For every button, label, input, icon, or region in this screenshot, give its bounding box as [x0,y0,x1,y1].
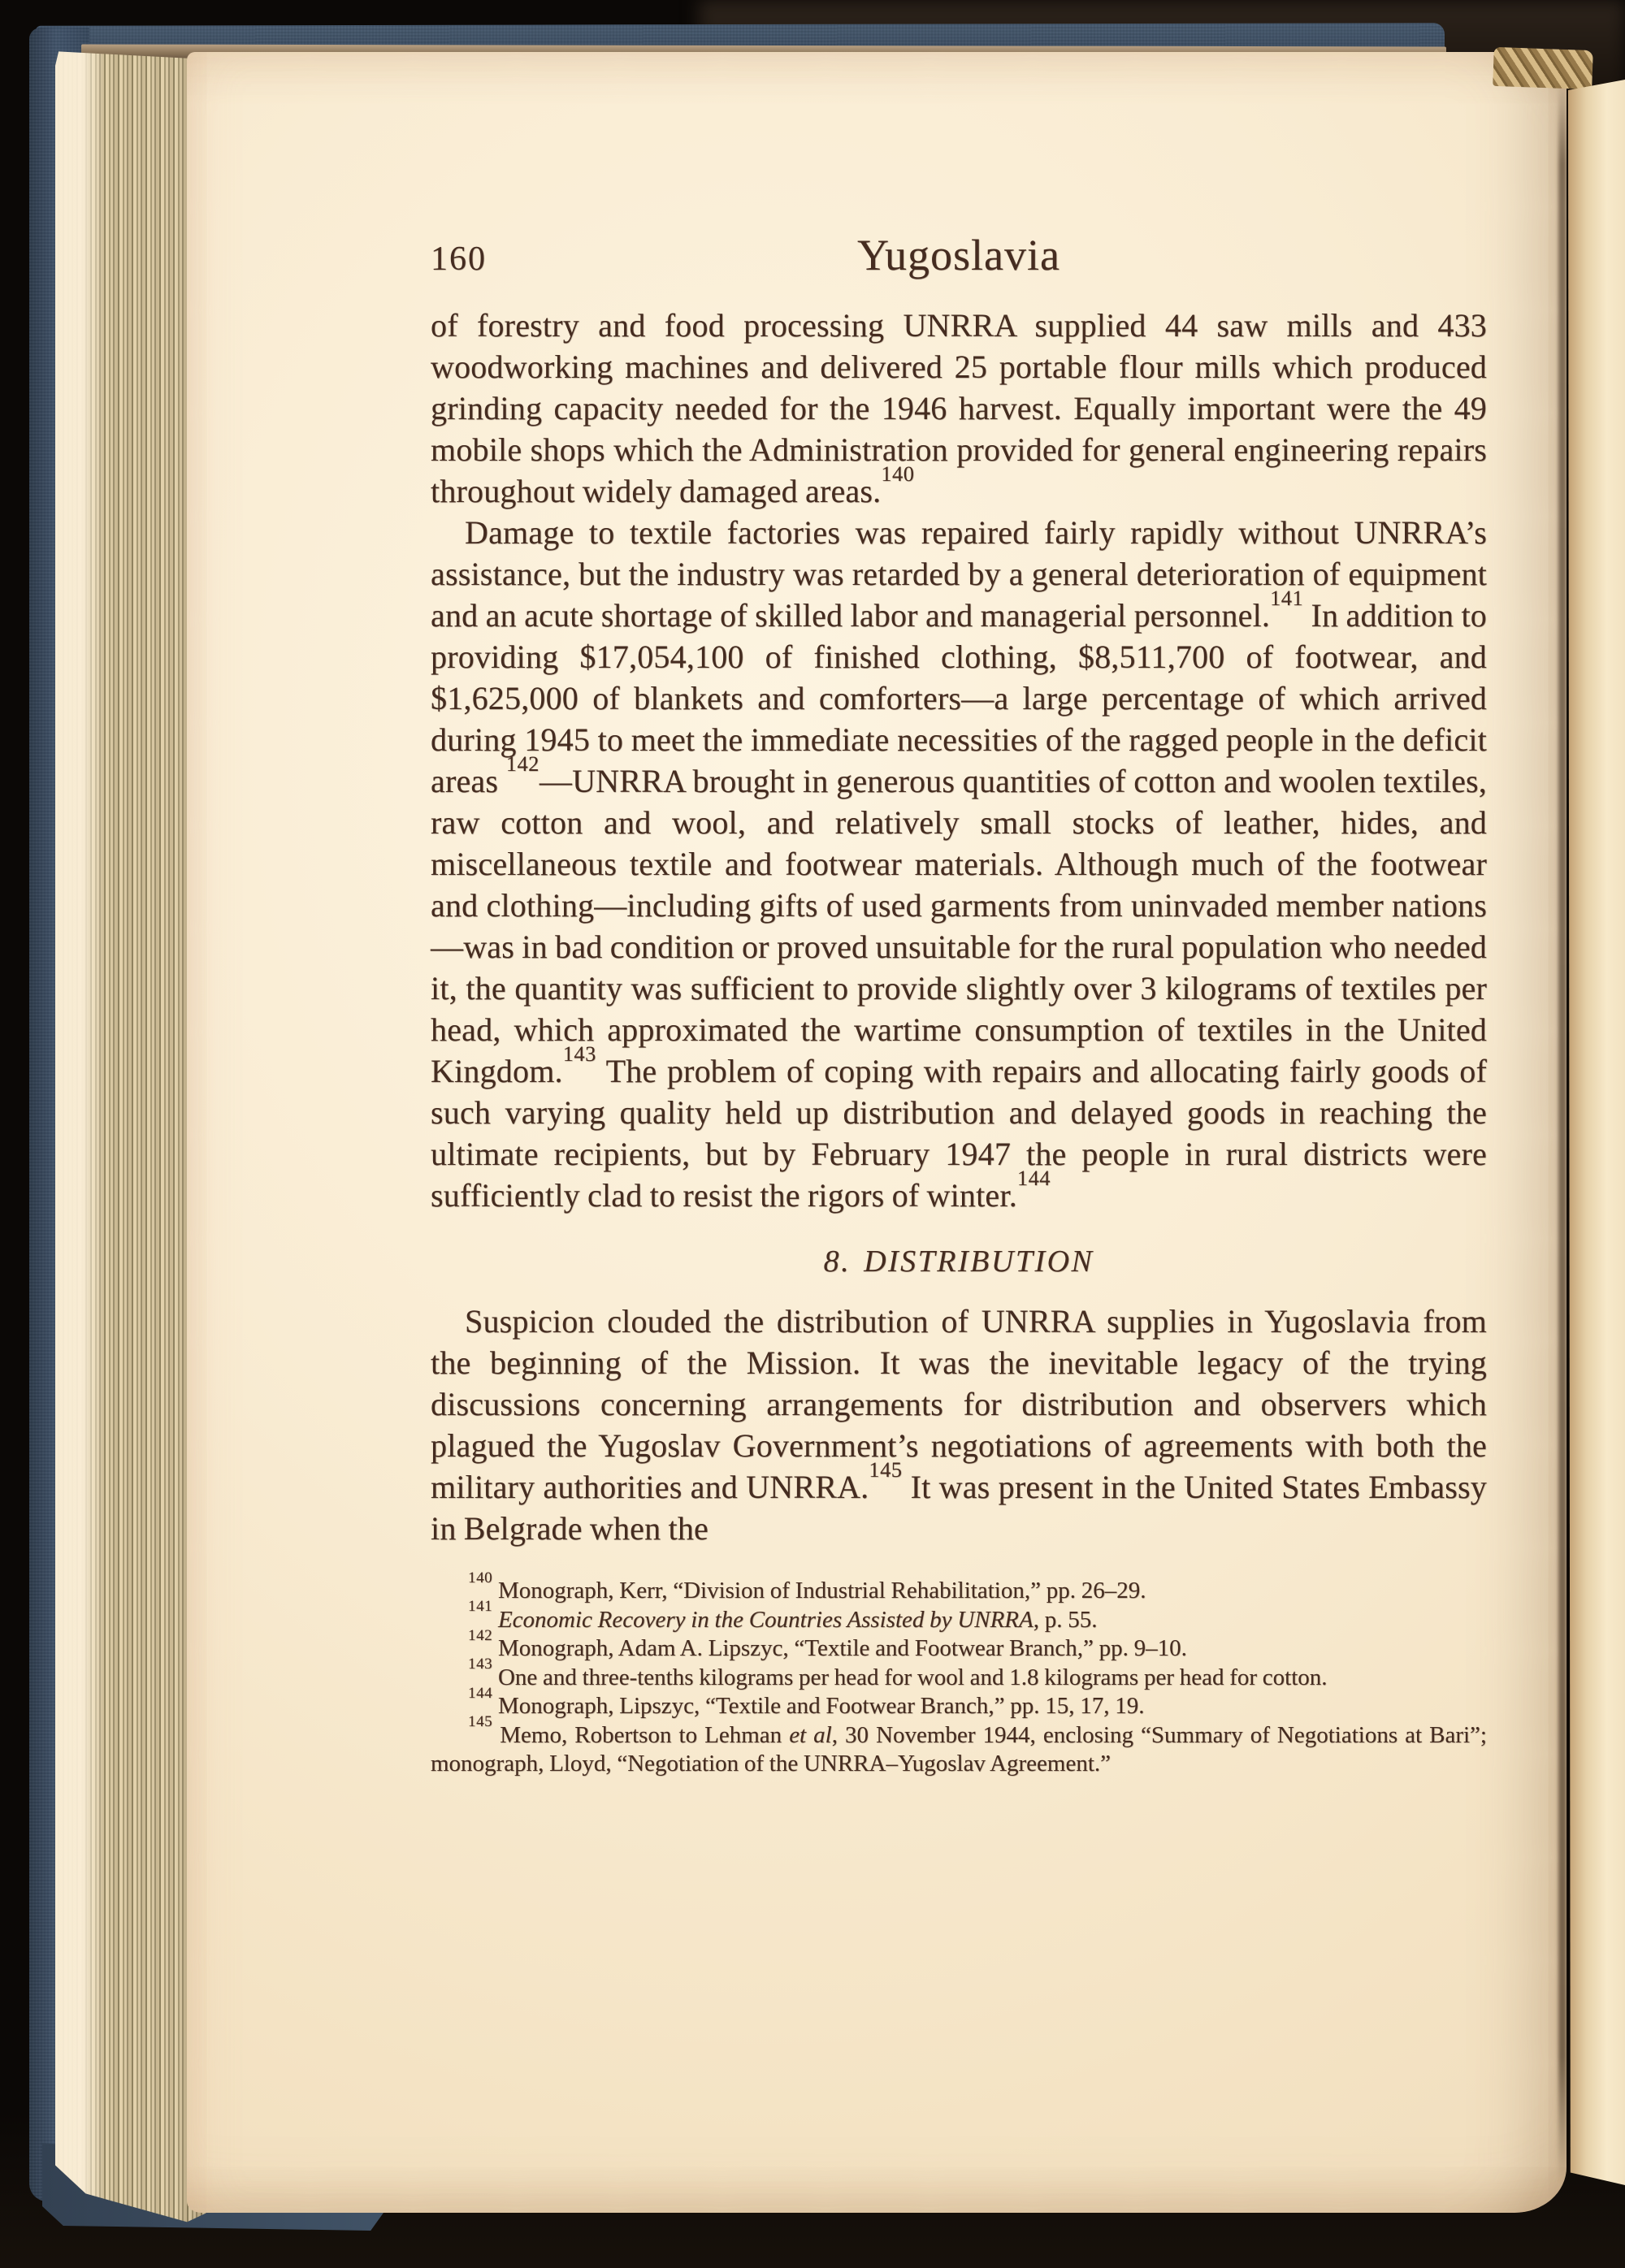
paragraph: of forestry and food processing UNRRA supplied 44 saw mills and 433 woodworking machines and delivered 25 portable flour mills which produced grinding capacity needed for the 1946 harvest. Equally important were the 49 mobile shops which the Administration provided for general engineering repairs throughout widely damaged areas.$^{140}$ [431,307,1487,509]
spine-headband [1493,47,1593,89]
gutter-shadow [1558,80,1566,2184]
page-number: 160 [431,240,487,278]
running-head: Yugoslavia [857,231,1060,279]
paragraph: Damage to textile factories was repaired fairly rapidly without UNRRA’s assistance, but the industry was retarded by a general deterioration of equipment and an acute shortage of skilled labor and managerial personnel.$^{141}$ In addition to providing $17,054,100 of finished clothing, $8,511,700 of footwear, and $1,625,000 of blankets and comforters—a large percentage of which arrived during 1945 to meet the immediate necessities of the ragged people in the deficit areas $^{142}$—UNRRA brought in generous quantities of cotton and woolen textiles, raw cotton and wool, and relatively small stocks of leather, hides, and miscellaneous textile and footwear materials. Although much of the footwear and clothing—including gifts of used garments from uninvaded member nations—was in bad condition or proved unsuitable for the rural population who needed it, the quantity was sufficient to provide slightly over 3 kilograms of textiles per head, which approximated the wartime consumption of textiles in the United Kingdom.$^{143}$ The problem of coping with repairs and allocating fairly goods of such varying quality held up distribution and delayed goods in reaching the ultimate recipients, but by February 1947 the people in rural districts were sufficiently clad to resist the rigors of winter.$^{144}$ [431,514,1487,1214]
paragraph: Suspicion clouded the distribution of UNRRA supplies in Yugoslavia from the beginning of the Mission. It was the inevitable legacy of the trying discussions concerning arrangements for distribution and observers which plagued the Yugoslav Government’s negotiations of agreements with both the military authorities and UNRRA.$^{145}$ It was present in the United States Embassy in Belgrade when the [431,1303,1487,1547]
page-text [431,230,1487,1779]
footnote: $^{143}$ One and three-tenths kilograms per head for wool and 1.8 kilograms per head for cotton. [468,1656,1328,1690]
facing-page-edge [1568,80,1625,2185]
section-heading: 8. DISTRIBUTION [823,1244,1094,1279]
footnotes-block [431,1569,1487,1779]
page-header [431,230,1487,280]
footnote: $^{142}$ Monograph, Adam A. Lipszyc, “Textile and Footwear Branch,” pp. 9–10. [468,1626,1187,1661]
footnote: $^{140}$ Monograph, Kerr, “Division of Industrial Rehabilitation,” pp. 26–29. [468,1569,1146,1604]
footnote: $^{141}$ Economic Recovery in the Countries Assisted by UNRRA, p. 55. [468,1598,1098,1633]
footnote: $^{145}$ Memo, Robertson to Lehman et al, 30 November 1944, enclosing “Summary of Negotiations at Bari”; monograph, Lloyd, “Negotiation of the UNRRA–Yugoslav Agreement.” [431,1713,1487,1777]
footnote: $^{144}$ Monograph, Lipszyc, “Textile and Footwear Branch,” pp. 15, 17, 19. [468,1684,1145,1719]
